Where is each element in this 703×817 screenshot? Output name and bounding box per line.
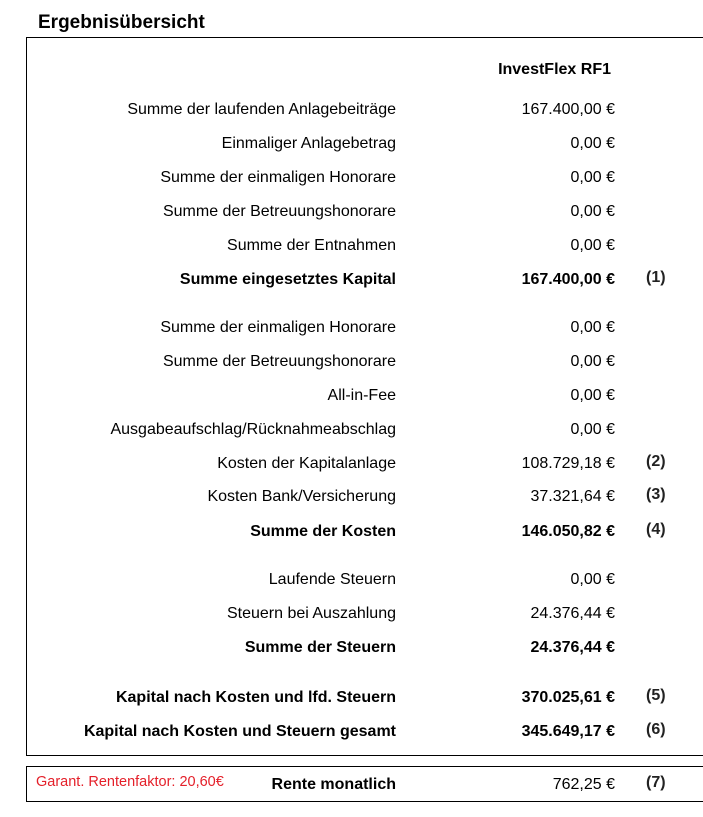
row-label: All-in-Fee: [327, 387, 396, 404]
row-label: Summe der einmaligen Honorare: [160, 169, 396, 186]
column-header: InvestFlex RF1: [498, 61, 611, 78]
table-row: [0, 455, 703, 479]
table-row: [0, 353, 703, 377]
row-note: (4): [646, 521, 666, 538]
row-label: Summe eingesetztes Kapital: [179, 271, 396, 288]
table-row: [0, 523, 703, 547]
row-note: (1): [646, 269, 666, 286]
row-value: 0,00 €: [570, 319, 615, 336]
rente-note: (7): [646, 774, 666, 791]
row-label: Laufende Steuern: [268, 571, 396, 588]
row-label: Einmaliger Anlagebetrag: [221, 135, 396, 152]
row-label: Summe der Entnahmen: [227, 237, 396, 254]
row-value: 0,00 €: [570, 421, 615, 438]
table-row: [0, 723, 703, 747]
table-row: [0, 605, 703, 629]
row-label: Kosten der Kapitalanlage: [217, 455, 396, 472]
row-value: 167.400,00 €: [521, 271, 615, 288]
rente-row: [0, 776, 703, 800]
rente-label: Rente monatlich: [271, 776, 396, 793]
row-note: (2): [646, 453, 666, 470]
row-note: (3): [646, 486, 666, 503]
row-label: Steuern bei Auszahlung: [226, 605, 396, 622]
page-title: Ergebnisübersicht: [38, 12, 205, 33]
table-row: [0, 237, 703, 261]
row-label: Kapital nach Kosten und Steuern gesamt: [83, 723, 396, 740]
table-row: [0, 203, 703, 227]
rente-value: 762,25 €: [552, 776, 615, 793]
row-value: 0,00 €: [570, 203, 615, 220]
row-label: Summe der einmaligen Honorare: [160, 319, 396, 336]
table-row: [0, 387, 703, 411]
row-label: Summe der Kosten: [250, 523, 396, 540]
table-row: [0, 169, 703, 193]
row-value: 146.050,82 €: [521, 523, 615, 540]
table-row: [0, 571, 703, 595]
table-row: [0, 271, 703, 295]
row-value: 108.729,18 €: [521, 455, 615, 472]
row-value: 345.649,17 €: [521, 723, 615, 740]
row-label: Summe der Betreuungshonorare: [162, 353, 396, 370]
table-row: [0, 135, 703, 159]
row-value: 370.025,61 €: [521, 689, 615, 706]
row-label: Summe der Betreuungshonorare: [162, 203, 396, 220]
rentenfaktor-text: Garant. Rentenfaktor: 20,60€: [36, 774, 224, 790]
row-value: 0,00 €: [570, 237, 615, 254]
table-row: [0, 488, 703, 512]
table-row: [0, 421, 703, 445]
row-value: 24.376,44 €: [530, 639, 615, 656]
row-value: 0,00 €: [570, 169, 615, 186]
row-value: 37.321,64 €: [530, 488, 615, 505]
row-value: 0,00 €: [570, 387, 615, 404]
row-label: Summe der laufenden Anlagebeiträge: [127, 101, 396, 118]
row-value: 24.376,44 €: [530, 605, 615, 622]
row-value: 167.400,00 €: [521, 101, 615, 118]
table-row: [0, 101, 703, 125]
row-note: (6): [646, 721, 666, 738]
row-label: Ausgabeaufschlag/Rücknahmeabschlag: [110, 421, 396, 438]
table-row: [0, 639, 703, 663]
table-row: [0, 319, 703, 343]
row-value: 0,00 €: [570, 571, 615, 588]
row-label: Summe der Steuern: [244, 639, 396, 656]
row-label: Kapital nach Kosten und lfd. Steuern: [115, 689, 396, 706]
row-value: 0,00 €: [570, 353, 615, 370]
row-note: (5): [646, 687, 666, 704]
table-row: [0, 689, 703, 713]
row-label: Kosten Bank/Versicherung: [207, 488, 396, 505]
row-value: 0,00 €: [570, 135, 615, 152]
